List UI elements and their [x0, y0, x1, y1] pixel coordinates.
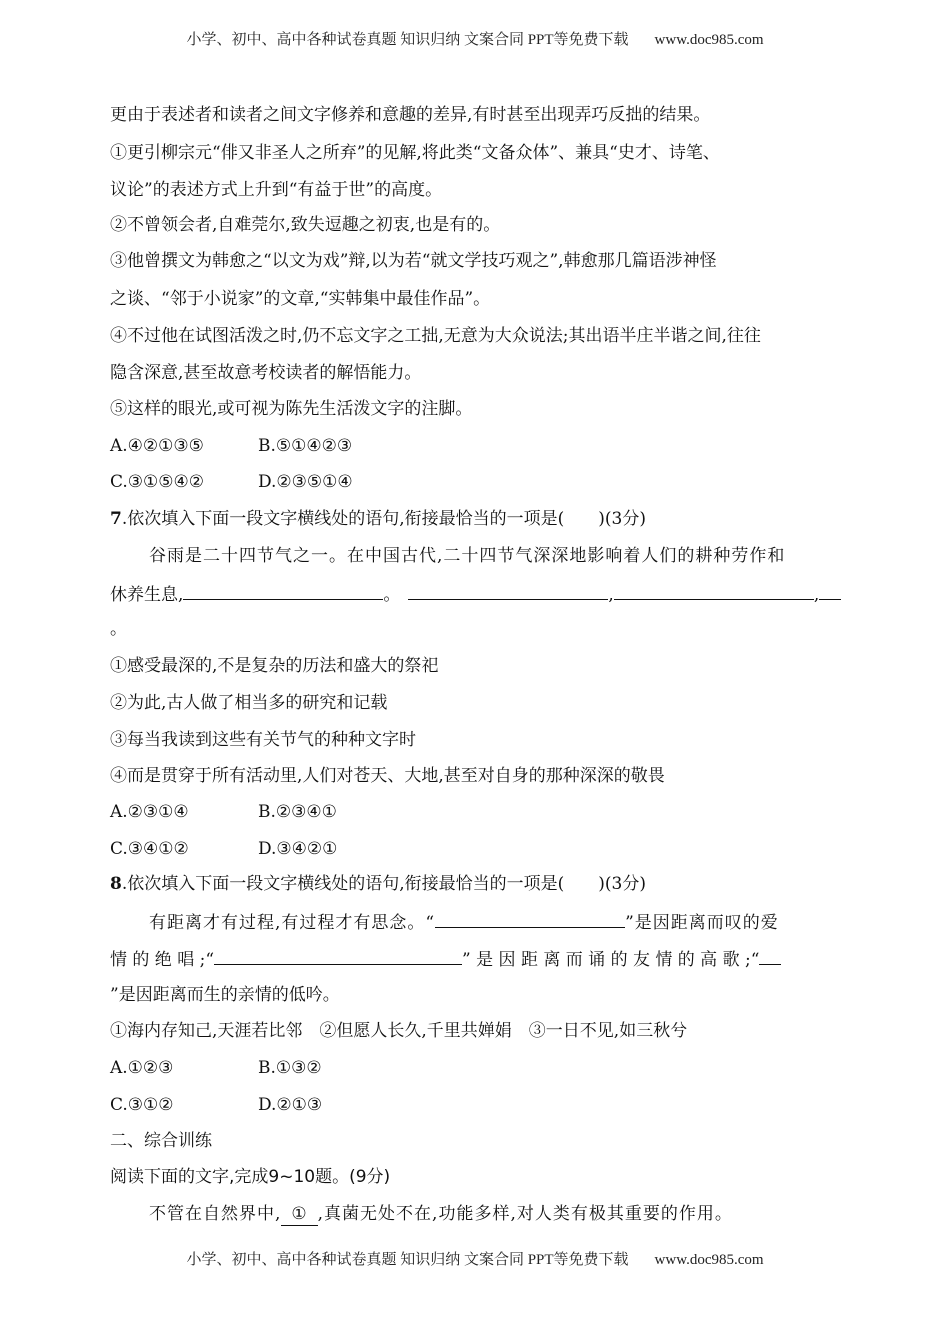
section-2-blank-1[interactable]: ①: [281, 1203, 317, 1226]
q6-option-c: C.③①⑤④②: [110, 472, 205, 492]
q6-option-b: B.⑤①④②③: [258, 436, 353, 456]
q8-option-d: D.②①③: [258, 1095, 323, 1115]
q6-sentence-4b: 隐含深意,甚至故意考校读者的解悟能力。: [110, 363, 422, 383]
q8-stem: [110, 873, 646, 895]
q8-option-a: A.①②③: [110, 1058, 174, 1078]
q7-option-b: B.②③④①: [258, 802, 337, 822]
q8-blank-2[interactable]: [214, 947, 462, 965]
q8-passage-1b: ”是因距离而叹的爱: [625, 913, 779, 933]
q7-passage-2: [110, 582, 841, 606]
q7-punct-1: 。: [383, 585, 401, 605]
q8-blank-3[interactable]: [759, 947, 781, 965]
q8-passage-1a: 有距离才有过程,有过程才有思念。“: [149, 913, 436, 933]
q7-passage-2-start: 休养生息,: [110, 585, 184, 605]
q7-sentence-3: ③每当我读到这些有关节气的种种文字时: [110, 730, 416, 750]
q8-number: 8: [110, 874, 122, 894]
q6-option-a: A.④②①③⑤: [110, 436, 204, 456]
header-text: 小学、初中、高中各种试卷真题 知识归纳 文案合同 PPT等免费下载: [186, 32, 629, 48]
q7-blank-4[interactable]: [819, 582, 841, 600]
q7-number: 7: [110, 509, 122, 529]
q7-sentence-2: ②为此,古人做了相当多的研究和记载: [110, 693, 388, 713]
q7-sentence-4: ④而是贯穿于所有活动里,人们对苍天、大地,甚至对自身的那种深深的敬畏: [110, 766, 665, 786]
q6-sentence-1a: ①更引柳宗元“俳又非圣人之所弃”的见解,将此类“文备众体”、兼具“史才、诗笔、: [110, 143, 720, 163]
q6-sentence-3b: 之谈、“邻于小说家”的文章,“实韩集中最佳作品”。: [110, 289, 491, 309]
section-2-intro: 阅读下面的文字,完成9~10题。(9分): [110, 1167, 391, 1187]
q7-blank-2[interactable]: [408, 582, 608, 600]
section-2-passage-1: [149, 1203, 733, 1226]
q6-sentence-2: ②不曾领会者,自难莞尔,致失逗趣之初衷,也是有的。: [110, 215, 501, 235]
q7-stem: [110, 508, 646, 530]
q6-options-row1: [110, 435, 204, 457]
q7-sentence-1: ①感受最深的,不是复杂的历法和盛大的祭祀: [110, 656, 439, 676]
q7-option-a: A.②③①④: [110, 802, 189, 822]
q7-blank-3[interactable]: [614, 582, 814, 600]
q6-sentence-1b: 议论”的表述方式上升到“有益于世”的高度。: [110, 180, 443, 200]
q6-line0: 更由于表述者和读者之间文字修养和意趣的差异,有时甚至出现弄巧反拙的结果。: [110, 105, 711, 125]
q8-items: ①海内存知己,天涯若比邻 ②但愿人长久,千里共婵娟 ③一日不见,如三秋兮: [110, 1021, 688, 1041]
q7-passage-3: 。: [110, 619, 127, 639]
q8-passage-3: ”是因距离而生的亲情的低吟。: [110, 985, 340, 1005]
q8-passage-2: [110, 947, 781, 971]
q6-sentence-3a: ③他曾撰文为韩愈之“以文为戏”辩,以为若“就文学技巧观之”,韩愈那几篇语涉神怪: [110, 251, 717, 271]
page-footer: [0, 1248, 950, 1269]
q6-sentence-4a: ④不过他在试图活泼之时,仍不忘文字之工拙,无意为大众说法;其出语半庄半谐之间,往往: [110, 326, 761, 346]
q8-stem-text: .依次填入下面一段文字横线处的语句,衔接最恰当的一项是( )(3分): [121, 874, 646, 894]
q8-option-b: B.①③②: [258, 1058, 322, 1078]
footer-url: www.doc985.com: [654, 1252, 764, 1268]
q8-passage-2a: 情 的 绝 唱 ;“: [110, 950, 215, 970]
q8-option-c: C.③①②: [110, 1095, 174, 1115]
section-2-passage-1a: 不管在自然界中,: [149, 1204, 282, 1224]
q7-punct-2: ,: [608, 585, 614, 605]
section-2-passage-1b: ,真菌无处不在,功能多样,对人类有极其重要的作用。: [317, 1204, 733, 1224]
page-header: [0, 28, 950, 49]
footer-text: 小学、初中、高中各种试卷真题 知识归纳 文案合同 PPT等免费下载: [186, 1252, 629, 1268]
header-url: www.doc985.com: [654, 32, 764, 48]
q6-option-d: D.②③⑤①④: [258, 472, 353, 492]
q8-passage-2b: ” 是 因 距 离 而 诵 的 友 情 的 高 歌 ;“: [462, 950, 760, 970]
q7-passage-1: 谷雨是二十四节气之一。在中国古代,二十四节气深深地影响着人们的耕种劳作和: [149, 546, 786, 566]
q8-passage-1: [149, 910, 779, 934]
q7-punct-3: ,: [813, 585, 820, 605]
q8-blank-1[interactable]: [435, 910, 625, 928]
q6-sentence-5: ⑤这样的眼光,或可视为陈先生活泼文字的注脚。: [110, 399, 473, 419]
q7-option-c: C.③④①②: [110, 839, 189, 859]
section-2-title: 二、综合训练: [110, 1131, 212, 1151]
q7-option-d: D.③④②①: [258, 839, 338, 859]
q7-stem-text: .依次填入下面一段文字横线处的语句,衔接最恰当的一项是( )(3分): [121, 509, 646, 529]
q7-blank-1[interactable]: [183, 582, 383, 600]
